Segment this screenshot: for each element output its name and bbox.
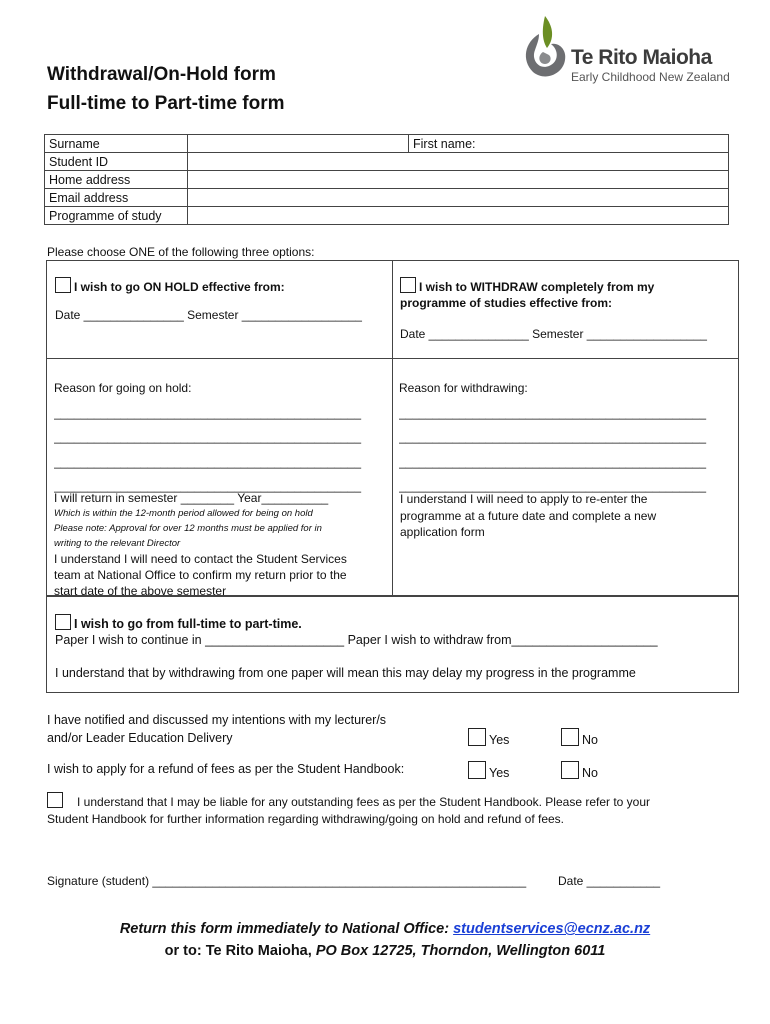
refund-no xyxy=(561,761,598,780)
refund-no-checkbox[interactable] xyxy=(561,761,579,779)
first-name-label: First name: xyxy=(413,136,476,151)
hold-checkbox[interactable] xyxy=(55,277,71,293)
column-divider xyxy=(392,260,393,596)
withdraw-reason-line-2[interactable]: ______________________________________________ xyxy=(399,430,706,444)
surname-field[interactable] xyxy=(188,135,409,153)
notified-no-label: No xyxy=(582,733,598,747)
options-intro: Please choose ONE of the following three options: xyxy=(47,245,315,259)
hold-reason-line-3[interactable]: ______________________________________________ xyxy=(54,454,361,469)
hold-understand-3: start date of the above semester xyxy=(54,584,227,598)
withdraw-date-line[interactable]: Date _______________ Semester __________________ xyxy=(400,327,707,341)
withdraw-understand-3: application form xyxy=(400,525,485,539)
footer-email-link[interactable]: studentservices@ecnz.ac.nz xyxy=(453,921,651,937)
notified-no-checkbox[interactable] xyxy=(561,728,579,746)
hold-return-line[interactable]: I will return in semester ________ Year__________ xyxy=(54,491,329,505)
logo xyxy=(515,12,730,87)
hold-reason-line-2[interactable]: ______________________________________________ xyxy=(54,430,361,444)
footer-address-line xyxy=(0,940,770,962)
withdraw-option xyxy=(400,277,734,341)
footer-return-prefix: Return this form immediately to National Office: xyxy=(119,921,454,937)
programme-label: Programme of study xyxy=(45,207,188,225)
withdraw-reason-section xyxy=(399,376,733,499)
footer xyxy=(0,918,770,962)
hold-reason-line-1[interactable]: ______________________________________________ xyxy=(54,405,361,420)
liability-checkbox[interactable] xyxy=(47,792,63,808)
notified-yes xyxy=(468,728,509,747)
withdraw-understand xyxy=(400,491,734,541)
withdraw-reason-line-4[interactable]: ______________________________________________ xyxy=(399,479,706,493)
withdraw-reason-line-3[interactable]: ______________________________________________ xyxy=(399,454,706,469)
logo-mark-icon xyxy=(515,12,573,84)
student-info-table xyxy=(44,134,729,225)
hold-understand-1: I understand I will need to contact the Student Services xyxy=(54,552,347,566)
refund-no-label: No xyxy=(582,766,598,780)
hold-note-3: writing to the relevant Director xyxy=(54,538,181,549)
withdraw-label-1: I wish to WITHDRAW completely from my xyxy=(419,280,655,294)
parttime-checkbox[interactable] xyxy=(55,614,71,630)
withdraw-label-2: programme of studies effective from: xyxy=(400,296,613,310)
logo-subtitle: Early Childhood New Zealand xyxy=(571,70,730,84)
email-address-label: Email address xyxy=(45,189,188,207)
parttime-paper-line[interactable]: Paper I wish to continue in ____________________ Paper I wish to withdraw from_____________________ xyxy=(55,633,658,647)
withdraw-reason-line-1[interactable]: ______________________________________________ xyxy=(399,405,706,420)
refund-label: I wish to apply for a refund of fees as per the Student Handbook: xyxy=(47,762,405,776)
signature-date[interactable]: Date ___________ xyxy=(558,874,661,888)
parttime-label: I wish to go from full-time to part-time. xyxy=(74,617,302,631)
refund-yes-label: Yes xyxy=(489,766,510,780)
hold-label: I wish to go ON HOLD effective from: xyxy=(74,280,285,294)
parttime-section xyxy=(55,614,735,680)
notified-yes-label: Yes xyxy=(489,733,510,747)
footer-address: PO Box 12725, Thorndon, Wellington 6011 xyxy=(315,943,606,959)
notified-yes-checkbox[interactable] xyxy=(468,728,486,746)
student-id-field[interactable] xyxy=(188,153,729,171)
refund-yes xyxy=(468,761,509,780)
withdraw-checkbox[interactable] xyxy=(400,277,416,293)
email-address-field[interactable] xyxy=(188,189,729,207)
withdraw-reason-label: Reason for withdrawing: xyxy=(399,381,528,395)
hold-reason-label: Reason for going on hold: xyxy=(54,381,192,395)
title-line-1: Withdrawal/On-Hold form xyxy=(47,64,276,85)
liability-section xyxy=(47,792,747,827)
hold-date-line[interactable]: Date _______________ Semester __________________ xyxy=(55,308,362,322)
home-address-label: Home address xyxy=(45,171,188,189)
hold-note-1: Which is within the 12-month period allowed for being on hold xyxy=(54,508,313,519)
hold-understand-2: team at National Office to confirm my return prior to the xyxy=(54,568,347,582)
hold-note-2: Please note: Approval for over 12 months must be applied for in xyxy=(54,523,322,534)
first-name-field[interactable] xyxy=(409,135,729,153)
withdraw-understand-2: programme at a future date and complete a new xyxy=(400,508,657,523)
surname-label: Surname xyxy=(45,135,188,153)
hold-reason-line-4[interactable]: ______________________________________________ xyxy=(54,479,361,493)
row-divider xyxy=(46,358,739,359)
home-address-field[interactable] xyxy=(188,171,729,189)
footer-return-line xyxy=(0,918,770,940)
title-line-2: Full-time to Part-time form xyxy=(47,93,285,114)
withdraw-understand-1: I understand I will need to apply to re-enter the xyxy=(400,492,648,506)
hold-reason-section xyxy=(54,376,384,499)
liability-line-1: I understand that I may be liable for any outstanding fees as per the Student Handbook. Please refer to your xyxy=(77,795,651,809)
signature-line[interactable]: Signature (student) ________________________________________________________ xyxy=(47,874,527,888)
footer-or-to: or to: Te Rito Maioha, xyxy=(164,943,316,959)
page-title xyxy=(47,60,285,118)
refund-yes-checkbox[interactable] xyxy=(468,761,486,779)
logo-name: Te Rito Maioha xyxy=(571,46,712,69)
hold-return-section xyxy=(54,491,388,599)
hold-option xyxy=(55,277,385,322)
notified-no xyxy=(561,728,598,747)
programme-field[interactable] xyxy=(188,207,729,225)
notified-line-2: and/or Leader Education Delivery xyxy=(47,731,233,745)
notified-section xyxy=(47,711,386,747)
student-id-label: Student ID xyxy=(45,153,188,171)
parttime-warning: I understand that by withdrawing from one paper will mean this may delay my progress in the programme xyxy=(55,666,636,680)
notified-line-1: I have notified and discussed my intentions with my lecturer/s xyxy=(47,713,387,727)
liability-line-2: Student Handbook for further information regarding withdrawing/going on hold and refund of fees. xyxy=(47,811,564,826)
